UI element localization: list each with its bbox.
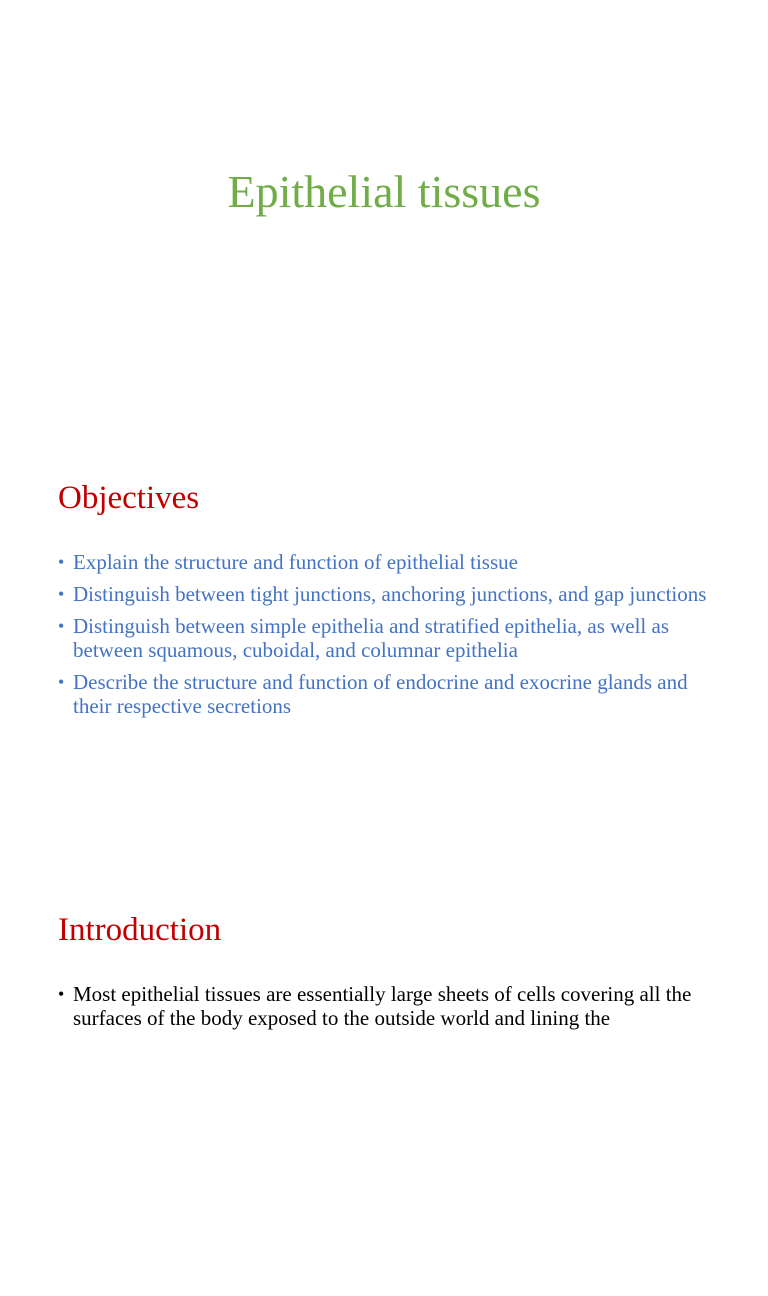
list-item-text: Explain the structure and function of epithelial tissue [73, 550, 518, 574]
bullet-icon: • [58, 616, 65, 636]
slide-introduction [0, 864, 768, 1296]
objectives-heading: Objectives [58, 480, 200, 516]
list-item [58, 670, 718, 718]
bullet-icon: • [58, 584, 65, 604]
list-item-text: Distinguish between simple epithelia and stratified epithelia, as well as between squamous, cuboidal, and columnar epithelia [73, 614, 670, 662]
objectives-list [58, 550, 718, 726]
list-item-text: Distinguish between tight junctions, anchoring junctions, and gap junctions [73, 582, 707, 606]
list-item [58, 982, 718, 1030]
bullet-icon: • [58, 672, 65, 692]
list-item [58, 582, 718, 606]
introduction-list [58, 982, 718, 1038]
bullet-icon: • [58, 552, 65, 572]
list-item-text: Describe the structure and function of endocrine and exocrine glands and their respective secretions [73, 670, 688, 718]
bullet-icon: • [58, 984, 65, 1004]
list-item-text: Most epithelial tissues are essentially large sheets of cells covering all the surfaces of the body exposed to the outside world and lining the [73, 982, 692, 1030]
slide-title [0, 0, 768, 432]
list-item [58, 550, 718, 574]
slide-title-text: Epithelial tissues [227, 166, 541, 217]
slide-objectives [0, 432, 768, 864]
list-item [58, 614, 718, 662]
introduction-heading: Introduction [58, 912, 222, 948]
